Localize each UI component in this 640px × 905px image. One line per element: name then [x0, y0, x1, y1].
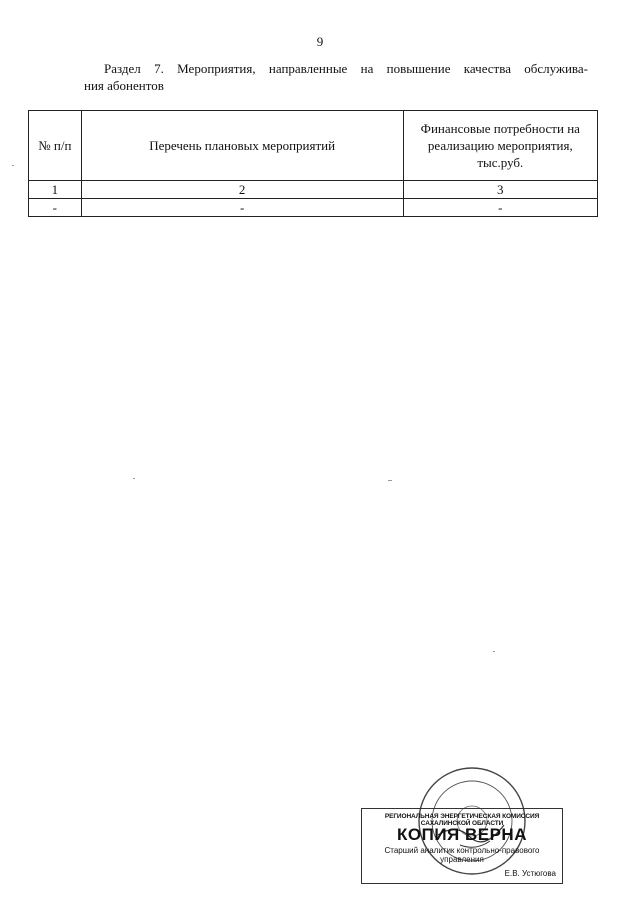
- stamp-name: Е.В. Устюгова: [504, 869, 556, 878]
- table-cell: 3: [403, 181, 597, 199]
- stamp-position: Старший аналитик контрольно-правового управления: [384, 846, 540, 864]
- measures-table: [28, 110, 598, 217]
- section-heading-line-2: ния абонентов: [84, 78, 164, 93]
- scan-speck: [12, 165, 14, 166]
- table-cell: -: [403, 199, 597, 217]
- table-cell: 2: [81, 181, 403, 199]
- scan-speck: [133, 478, 135, 479]
- header-number: № п/п: [29, 111, 82, 181]
- section-heading: [84, 60, 588, 94]
- scan-speck: [493, 651, 495, 652]
- table-row: [29, 181, 598, 199]
- header-financial-needs: Финансовые потребности на реализацию мероприятия, тыс.руб.: [403, 111, 597, 181]
- table-header-row: [29, 111, 598, 181]
- table-row: [29, 199, 598, 217]
- section-heading-line-1: Раздел 7. Мероприятия, направленные на повышение качества обслужива-: [104, 61, 588, 76]
- table-cell: -: [81, 199, 403, 217]
- stamp-title: КОПИЯ ВЕРНА: [397, 825, 527, 844]
- certified-copy-stamp: [361, 808, 563, 884]
- page-number: 9: [316, 34, 324, 49]
- table-cell: -: [29, 199, 82, 217]
- scan-speck: [388, 480, 392, 481]
- table-cell: 1: [29, 181, 82, 199]
- stamp-organization: РЕГИОНАЛЬНАЯ ЭНЕРГЕТИЧЕСКАЯ КОМИССИЯ САХАЛИНСКОЙ ОБЛАСТИ: [384, 813, 540, 827]
- header-measures-list: Перечень плановых мероприятий: [81, 111, 403, 181]
